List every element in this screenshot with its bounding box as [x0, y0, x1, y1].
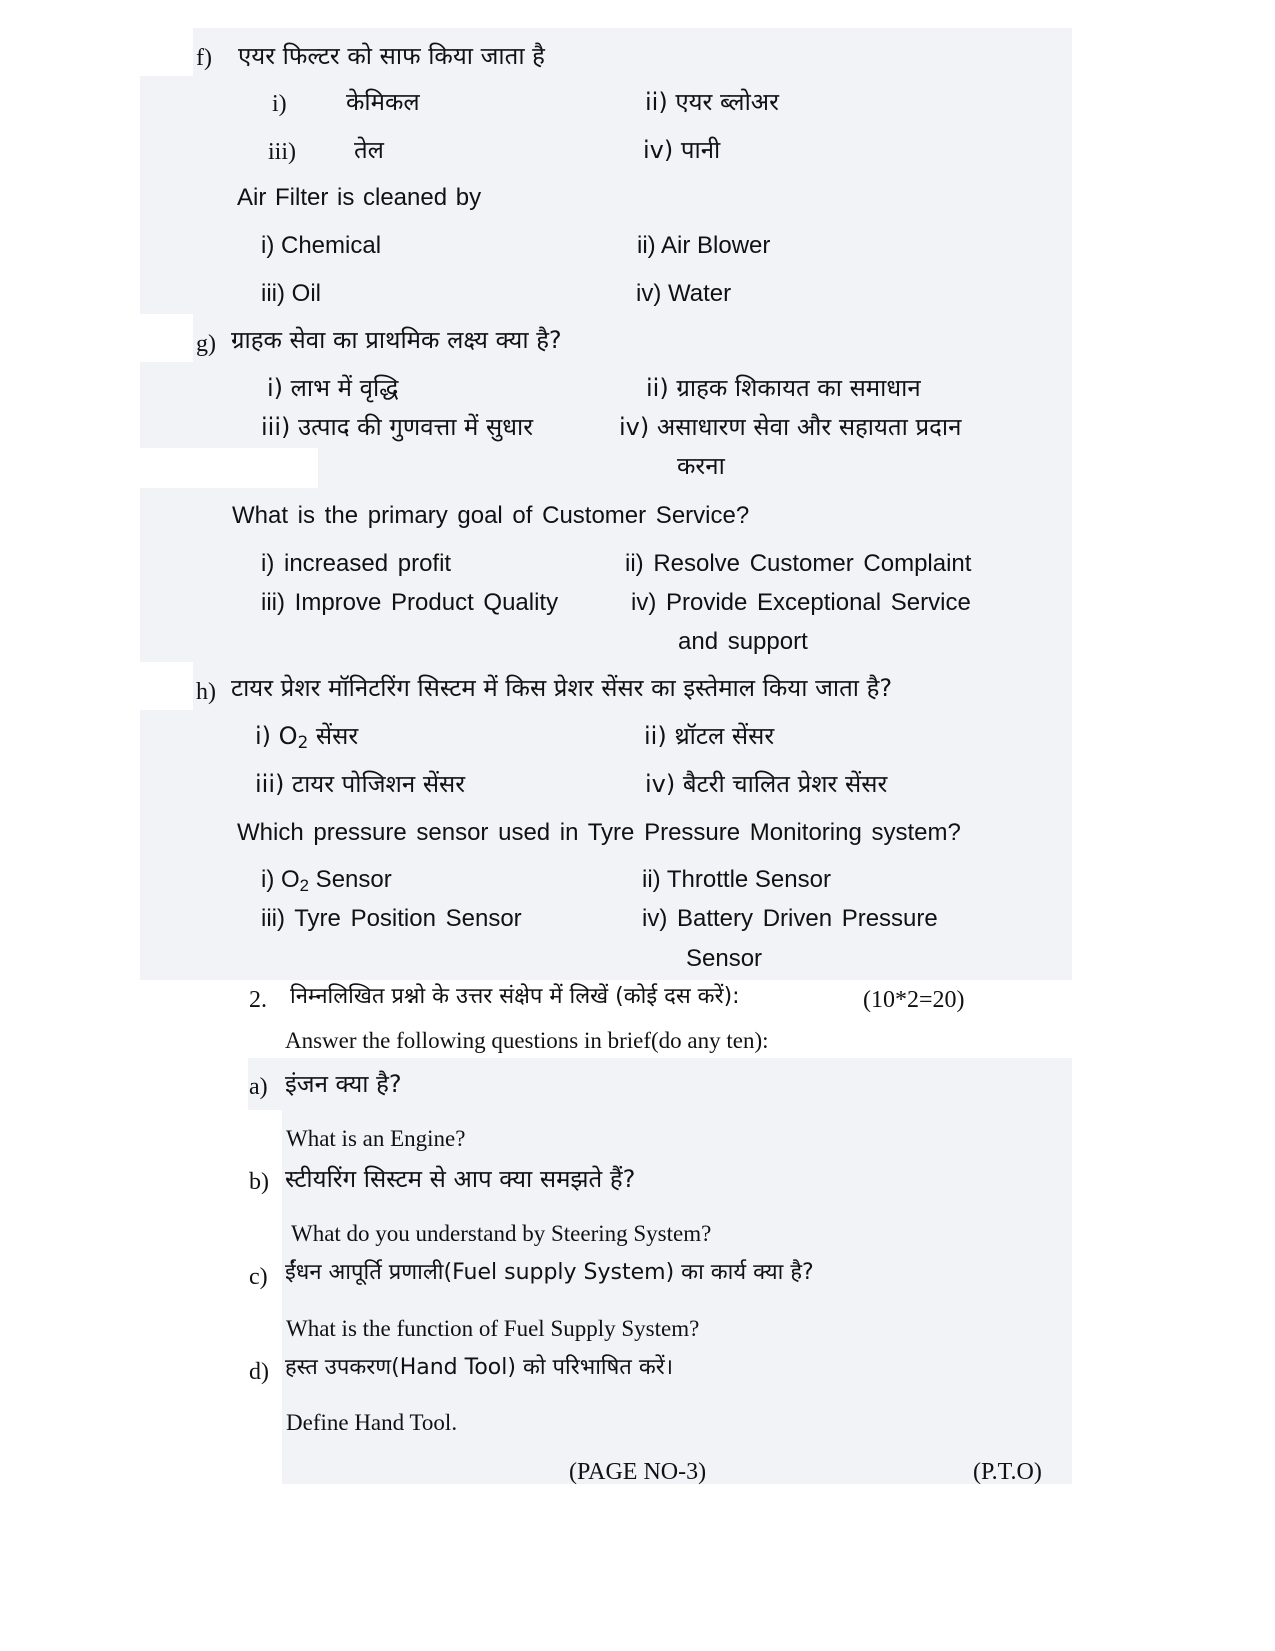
section-english-title: Answer the following questions in brief(do any ten):	[285, 1028, 769, 1053]
hindi-question: ग्राहक सेवा का प्राथमिक लक्ष्य क्या है?	[231, 326, 562, 354]
hindi-option: ii) थ्रॉटल सेंसर	[644, 722, 775, 750]
english-question: What is the primary goal of Customer Service?	[232, 502, 750, 529]
english-option: iv) Water	[636, 280, 732, 307]
english-question: What do you understand by Steering System?	[291, 1221, 712, 1246]
english-option: iv) Provide Exceptional Service	[631, 589, 971, 616]
english-option: i) $O_2$ Sensor	[261, 866, 392, 896]
section-number: 2.	[249, 987, 267, 1013]
option-number: i)	[272, 91, 287, 117]
option-number: iii)	[268, 139, 296, 165]
english-question: What is an Engine?	[286, 1126, 466, 1151]
hindi-option: iii) टायर पोजिशन सेंसर	[255, 770, 466, 798]
hindi-option: करना	[677, 452, 725, 480]
english-option: i) increased profit	[261, 550, 452, 577]
hindi-question: हस्त उपकरण(Hand Tool) को परिभाषित करें।	[285, 1355, 674, 1380]
english-option: ii) Throttle Sensor	[642, 866, 831, 893]
english-option: iii) Improve Product Quality	[261, 589, 559, 616]
english-option: iii) Oil	[261, 280, 321, 307]
hindi-option: तेल	[354, 136, 384, 164]
english-option: ii) Air Blower	[637, 232, 771, 259]
hindi-option: ii) एयर ब्लोअर	[645, 88, 779, 116]
english-option: i) Chemical	[261, 232, 382, 259]
english-question: Define Hand Tool.	[286, 1410, 458, 1435]
question-number: a)	[249, 1074, 268, 1100]
hindi-question: स्टीयरिंग सिस्टम से आप क्या समझते हैं?	[285, 1165, 636, 1193]
hindi-option: i) $O_2$ सेंसर	[255, 722, 359, 753]
question-number: c)	[249, 1264, 268, 1290]
hindi-option: iv) बैटरी चालित प्रेशर सेंसर	[645, 770, 888, 798]
page-number: (PAGE NO-3)	[569, 1459, 707, 1485]
question-number: g)	[196, 331, 216, 357]
hindi-question: ईंधन आपूर्ति प्रणाली(Fuel supply System) का कार्य क्या है?	[285, 1260, 814, 1285]
english-question: What is the function of Fuel Supply System?	[286, 1316, 700, 1341]
question-number: h)	[196, 679, 216, 705]
hindi-option: iv) पानी	[643, 136, 721, 164]
english-option: iv) Battery Driven Pressure	[642, 905, 938, 932]
hindi-option: केमिकल	[346, 88, 420, 116]
hindi-question: इंजन क्या है?	[285, 1070, 402, 1098]
section-marks: (10*2=20)	[863, 987, 965, 1013]
hindi-option: iv) असाधारण सेवा और सहायता प्रदान	[619, 413, 962, 441]
english-option: iii) Tyre Position Sensor	[261, 905, 522, 932]
hindi-option: iii) उत्पाद की गुणवत्ता में सुधार	[261, 413, 534, 441]
pto-label: (P.T.O)	[973, 1459, 1042, 1485]
hindi-option: i) लाभ में वृद्धि	[267, 374, 399, 402]
english-option: Sensor	[686, 945, 763, 972]
question-number: d)	[249, 1359, 269, 1385]
question-number: f)	[196, 45, 212, 71]
question-number: b)	[249, 1169, 269, 1195]
english-option: ii) Resolve Customer Complaint	[625, 550, 972, 577]
english-question: Air Filter is cleaned by	[237, 184, 482, 211]
hindi-question: एयर फिल्टर को साफ किया जाता है	[238, 42, 545, 70]
section-hindi-title: निम्नलिखित प्रश्नो के उत्तर संक्षेप में लिखें (कोई दस करें):	[290, 984, 740, 1009]
english-option: and support	[678, 628, 808, 655]
english-question: Which pressure sensor used in Tyre Pressure Monitoring system?	[237, 819, 961, 846]
hindi-question: टायर प्रेशर मॉनिटरिंग सिस्टम में किस प्रेशर सेंसर का इस्तेमाल किया जाता है?	[231, 674, 893, 702]
hindi-option: ii) ग्राहक शिकायत का समाधान	[646, 374, 921, 402]
